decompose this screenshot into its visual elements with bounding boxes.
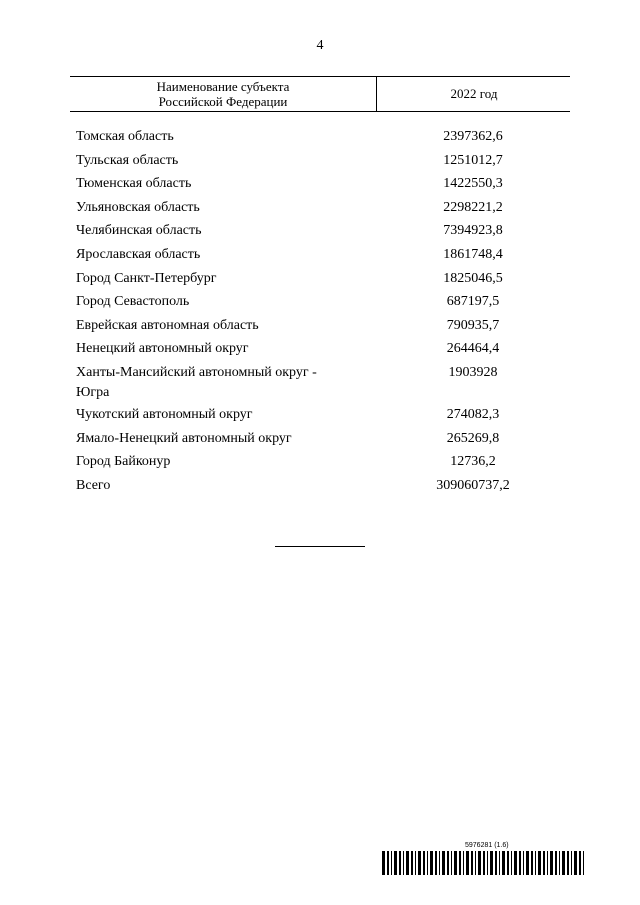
row-value: 265269,8 bbox=[446, 430, 500, 446]
end-divider bbox=[275, 546, 365, 547]
table-header bbox=[70, 76, 570, 112]
row-value: 1861748,4 bbox=[443, 246, 503, 262]
row-name bbox=[76, 363, 376, 403]
row-value: 309060737,2 bbox=[436, 477, 510, 493]
row-value: 12736,2 bbox=[450, 454, 496, 470]
row-value: 7394923,8 bbox=[443, 223, 503, 239]
row-name-line2: Югра bbox=[76, 384, 110, 400]
row-name: Ямало-Ненецкий автономный округ bbox=[76, 430, 292, 446]
table-row bbox=[0, 174, 640, 198]
table-row bbox=[0, 127, 640, 151]
table-row bbox=[0, 405, 640, 429]
row-name: Город Байконур bbox=[76, 454, 171, 470]
table-row bbox=[0, 245, 640, 269]
row-name: Ярославская область bbox=[76, 246, 201, 262]
row-name: Ульяновская область bbox=[76, 199, 200, 215]
row-value: 1422550,3 bbox=[443, 176, 503, 192]
barcode-icon bbox=[382, 851, 586, 875]
column-header-year: 2022 год bbox=[450, 86, 498, 101]
row-name: Томская область bbox=[76, 129, 174, 144]
row-name: Ненецкий автономный округ bbox=[76, 341, 249, 357]
table-row-total bbox=[0, 476, 640, 500]
row-name: Чукотский автономный округ bbox=[76, 406, 253, 422]
table-row bbox=[0, 316, 640, 340]
column-header-name-line2: Российской Федерации bbox=[158, 94, 288, 109]
table-row bbox=[0, 269, 640, 293]
table-body bbox=[0, 127, 640, 499]
row-name: Тульская область bbox=[76, 152, 179, 168]
row-value: 274082,3 bbox=[446, 406, 500, 422]
document-code: 5976281 (1.6) bbox=[465, 842, 509, 849]
row-name: Тюменская область bbox=[76, 176, 192, 192]
row-value: 1825046,5 bbox=[443, 270, 503, 286]
column-header-name bbox=[70, 77, 377, 111]
table-row bbox=[0, 198, 640, 222]
row-value: 1251012,7 bbox=[443, 152, 503, 168]
page-number: 4 bbox=[316, 38, 324, 53]
row-name: Всего bbox=[76, 477, 111, 493]
table-row bbox=[0, 221, 640, 245]
row-name: Город Санкт-Петербург bbox=[76, 270, 217, 286]
row-name-line1: Ханты-Мансийский автономный округ - bbox=[76, 364, 317, 380]
row-value: 2397362,6 bbox=[443, 129, 503, 144]
row-name: Еврейская автономная область bbox=[76, 317, 259, 333]
table-row bbox=[0, 363, 640, 405]
column-header-name-line1: Наименование субъекта bbox=[156, 79, 290, 94]
row-name: Город Севастополь bbox=[76, 294, 190, 310]
table-row bbox=[0, 339, 640, 363]
row-value: 687197,5 bbox=[446, 294, 500, 310]
row-name: Челябинская область bbox=[76, 223, 202, 239]
table-row bbox=[0, 452, 640, 476]
table-row bbox=[0, 292, 640, 316]
row-value: 1903928 bbox=[448, 364, 498, 380]
row-value: 790935,7 bbox=[446, 317, 500, 333]
table-row bbox=[0, 429, 640, 453]
table-row bbox=[0, 151, 640, 175]
row-value: 264464,4 bbox=[446, 341, 500, 357]
row-value: 2298221,2 bbox=[443, 199, 503, 215]
